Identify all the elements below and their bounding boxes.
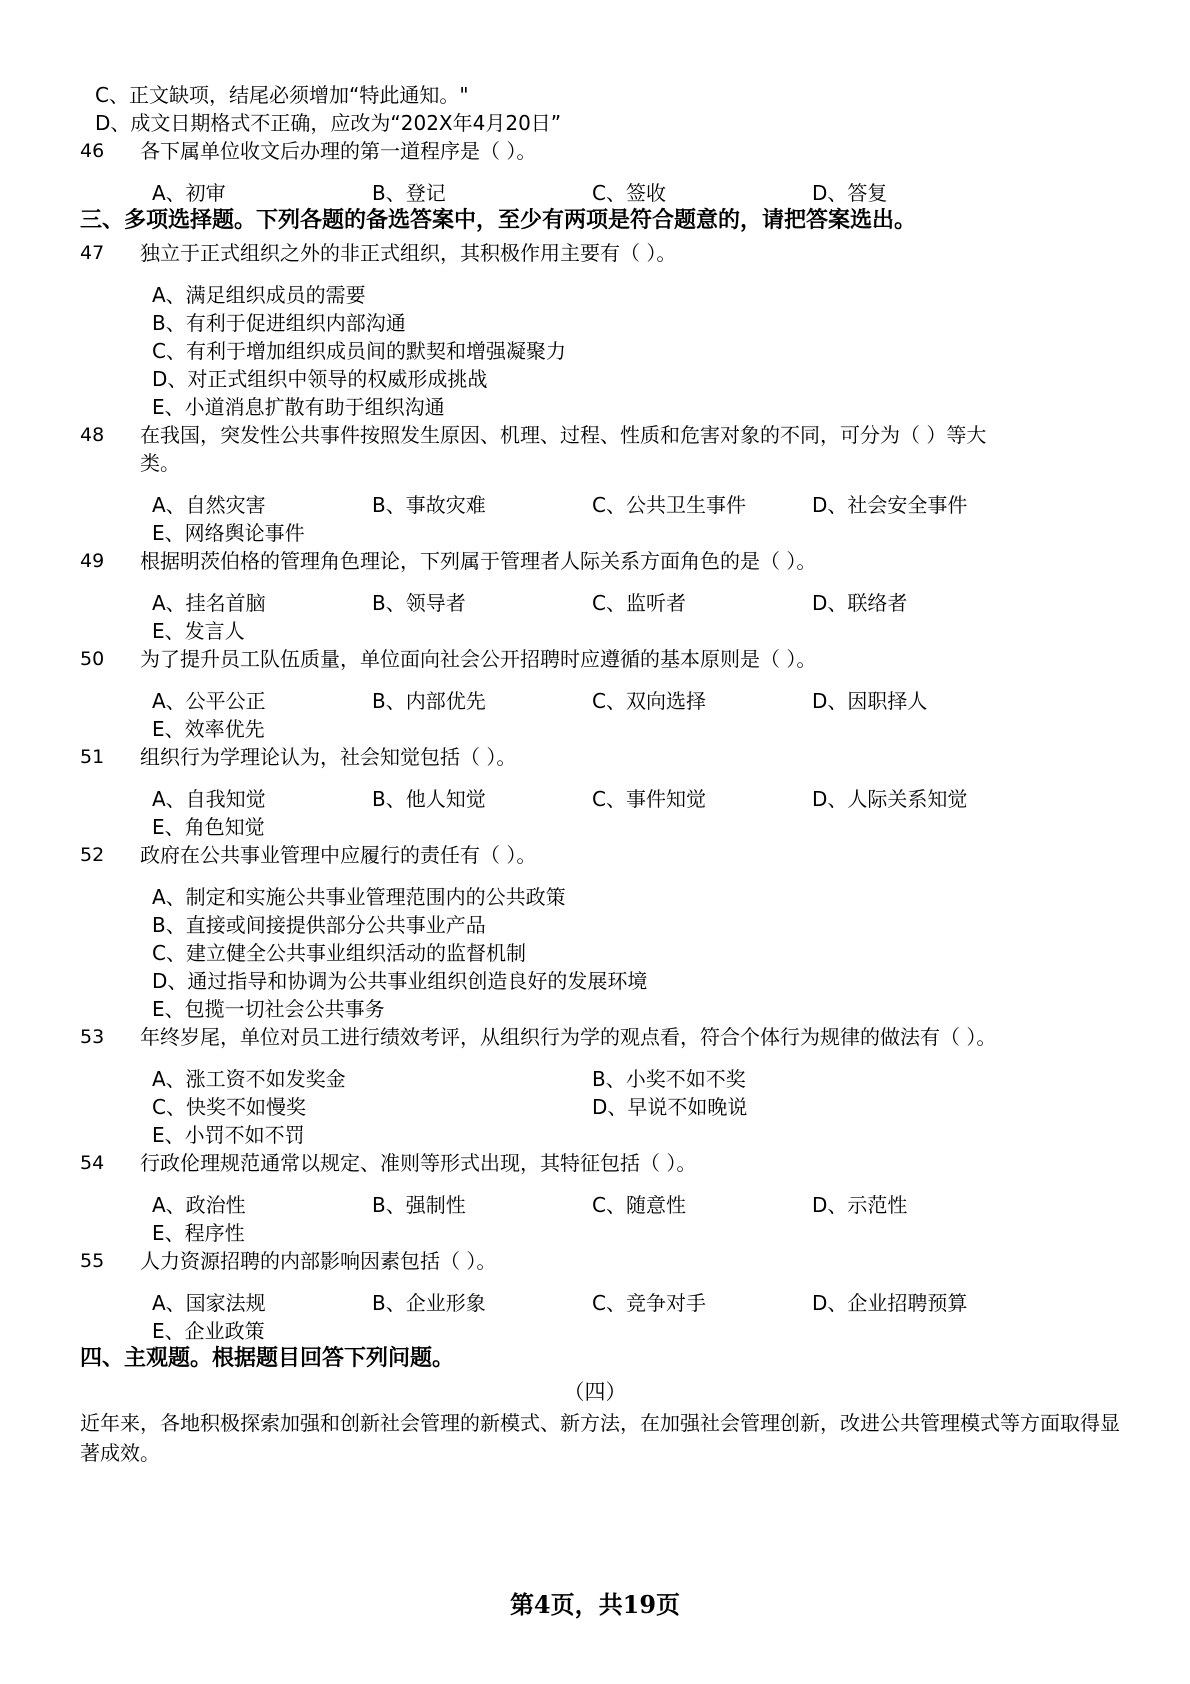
option-e: E、网络舆论事件 (152, 521, 305, 545)
question-number: 55 (80, 1250, 105, 1272)
option-a: A、自我知觉 (152, 787, 266, 811)
section-title: 四、主观题。根据题目回答下列问题。 (80, 1346, 455, 1371)
option-c: C、竞争对手 (592, 1291, 706, 1315)
question-number: 48 (80, 424, 105, 446)
question-number: 47 (80, 242, 105, 264)
section-title: 三、多项选择题。下列各题的备选答案中，至少有两项是符合题意的，请把答案选出。 (80, 208, 917, 233)
question-number: 51 (80, 746, 105, 768)
option-b: B、领导者 (372, 591, 466, 615)
question-number: 46 (80, 140, 105, 162)
option-c: C、监听者 (592, 591, 686, 615)
option-d: D、因职择人 (812, 689, 928, 713)
question-stem: 人力资源招聘的内部影响因素包括（ ）。 (140, 1249, 497, 1273)
question-stem: 根据明茨伯格的管理角色理论，下列属于管理者人际关系方面角色的是（ ）。 (140, 549, 817, 573)
option-d: D、人际关系知觉 (812, 787, 968, 811)
option-a: A、挂名首脑 (152, 591, 266, 615)
option-a: A、制定和实施公共事业管理范围内的公共政策 (152, 885, 566, 909)
option-b: B、登记 (372, 181, 446, 205)
option-e: E、角色知觉 (152, 815, 265, 839)
option-d: D、通过指导和协调为公共事业组织创造良好的发展环境 (152, 969, 648, 993)
option-d: D、示范性 (812, 1193, 908, 1217)
question-stem: 为了提升员工队伍质量，单位面向社会公开招聘时应遵循的基本原则是（ ）。 (140, 647, 817, 671)
option-a: A、政治性 (152, 1193, 246, 1217)
option-b: B、小奖不如不奖 (592, 1067, 746, 1091)
option-d: D、联络者 (812, 591, 908, 615)
option-b: B、他人知觉 (372, 787, 486, 811)
option-a: A、初审 (152, 181, 226, 205)
question-number: 49 (80, 550, 105, 572)
question-number: 50 (80, 648, 105, 670)
option-e: E、小罚不如不罚 (152, 1123, 305, 1147)
prev-option-d: D、成文日期格式不正确，应改为“202X年4月20日” (95, 111, 562, 135)
option-c: C、签收 (592, 181, 666, 205)
question-stem: 独立于正式组织之外的非正式组织，其积极作用主要有（ ）。 (140, 241, 677, 265)
option-c: C、随意性 (592, 1193, 686, 1217)
option-a: A、自然灾害 (152, 493, 266, 517)
page-footer: 第4页，共19页 (509, 1590, 681, 1619)
option-b: B、事故灾难 (372, 493, 486, 517)
case-subheading: （四） (563, 1380, 627, 1404)
option-c: C、双向选择 (592, 689, 706, 713)
option-b: B、内部优先 (372, 689, 486, 713)
option-e: E、包揽一切社会公共事务 (152, 997, 385, 1021)
question-number: 54 (80, 1152, 105, 1174)
question-number: 53 (80, 1026, 105, 1048)
option-a: A、涨工资不如发奖金 (152, 1067, 346, 1091)
option-c: C、建立健全公共事业组织活动的监督机制 (152, 941, 526, 965)
option-e: E、小道消息扩散有助于组织沟通 (152, 395, 445, 419)
option-b: B、直接或间接提供部分公共事业产品 (152, 913, 486, 937)
option-a: A、满足组织成员的需要 (152, 283, 366, 307)
option-b: B、企业形象 (372, 1291, 486, 1315)
option-e: E、企业政策 (152, 1319, 265, 1343)
prev-option-c: C、正文缺项，结尾必须增加“特此通知。" (95, 83, 469, 107)
option-c: C、公共卫生事件 (592, 493, 746, 517)
case-paragraph: 近年来，各地积极探索加强和创新社会管理的新模式、新方法，在加强社会管理创新，改进公共管理模式等方面取得显著成效。 (80, 1411, 1120, 1465)
option-d: D、对正式组织中领导的权威形成挑战 (152, 367, 488, 391)
option-c: C、快奖不如慢奖 (152, 1095, 306, 1119)
question-stem: 各下属单位收文后办理的第一道程序是（ ）。 (140, 139, 537, 163)
option-c: C、有利于增加组织成员间的默契和增强凝聚力 (152, 339, 566, 363)
option-b: B、强制性 (372, 1193, 466, 1217)
option-d: D、企业招聘预算 (812, 1291, 968, 1315)
option-d: D、早说不如晚说 (592, 1095, 748, 1119)
option-a: A、公平公正 (152, 689, 266, 713)
option-c: C、事件知觉 (592, 787, 706, 811)
option-a: A、国家法规 (152, 1291, 266, 1315)
question-stem: 行政伦理规范通常以规定、准则等形式出现，其特征包括（ ）。 (140, 1151, 697, 1175)
question-stem: 政府在公共事业管理中应履行的责任有（ ）。 (140, 843, 537, 867)
question-number: 52 (80, 844, 105, 866)
question-stem: 年终岁尾，单位对员工进行绩效考评，从组织行为学的观点看，符合个体行为规律的做法有（ ）。 (140, 1025, 997, 1049)
option-e: E、程序性 (152, 1221, 245, 1245)
option-b: B、有利于促进组织内部沟通 (152, 311, 406, 335)
question-stem-continued: 类。 (140, 451, 180, 475)
question-stem: 在我国，突发性公共事件按照发生原因、机理、过程、性质和危害对象的不同，可分为（ ）等大 (140, 423, 987, 447)
question-stem: 组织行为学理论认为，社会知觉包括（ ）。 (140, 745, 517, 769)
option-d: D、答复 (812, 181, 888, 205)
option-d: D、社会安全事件 (812, 493, 968, 517)
option-e: E、效率优先 (152, 717, 265, 741)
option-e: E、发言人 (152, 619, 245, 643)
